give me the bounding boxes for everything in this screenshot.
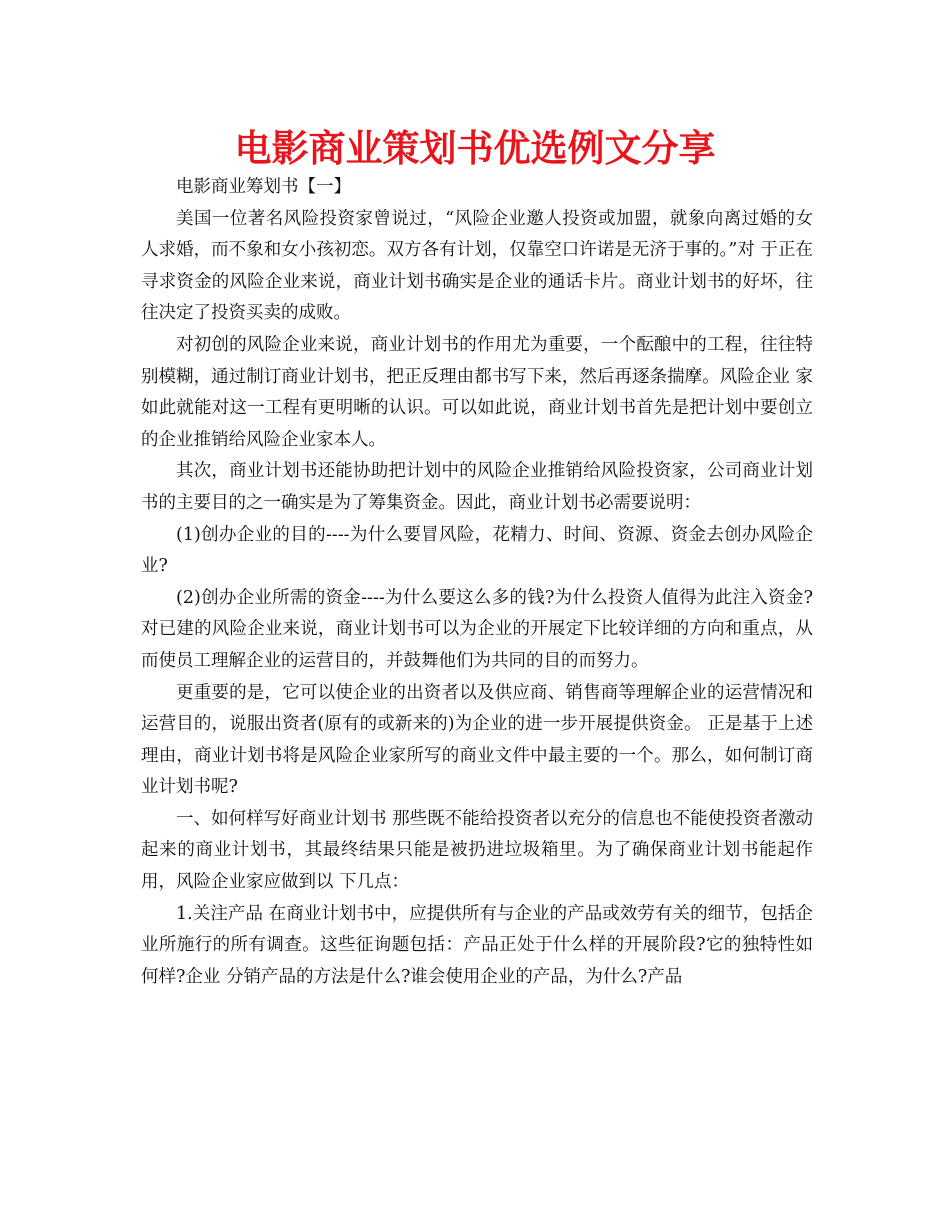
document-body	[141, 172, 813, 993]
paragraph: 美国一位著名风险投资家曾说过，“风险企业邀人投资或加盟，就象向离过婚的女人求婚，而不象和女小孩初恋。双方各有计划，仅靠空口许诺是无济于事的。”对 于正在寻求资金的风险企业来说，商业计划书确实是企业的通话卡片。商业计划书的好坏，往往决定了投资买卖的成败。	[141, 208, 813, 324]
section-heading: 电影商业筹划书【一】	[176, 177, 351, 197]
list-item: (2)创办企业所需的资金----为什么要这么多的钱?为什么投资人值得为此注入资金? 对已建的风险企业来说，商业计划书可以为企业的开展定下比较详细的方向和重点，从而使员工理解企业的运营目的，并鼓舞他们为共同的目的而努力。	[141, 587, 813, 671]
paragraph: 其次，商业计划书还能协助把计划中的风险企业推销给风险投资家，公司商业计划书的主要目的之一确实是为了筹集资金。因此，商业计划书必需要说明：	[141, 461, 813, 513]
paragraph: 一、如何样写好商业计划书 那些既不能给投资者以充分的信息也不能使投资者激动起来的商业计划书，其最终结果只能是被扔进垃圾箱里。为了确保商业计划书能起作用，风险企业家应做到以 下几点：	[141, 808, 813, 893]
paragraph: 更重要的是，它可以使企业的出资者以及供应商、销售商等理解企业的运营情况和运营目的，说服出资者(原有的或新来的)为企业的进一步开展提供资金。 正是基于上述理由，商业计划书将是风险企业家所写的商业文件中最主要的一个。那么，如何制订商业计划书呢?	[141, 682, 813, 798]
list-item: (1)创办企业的目的----为什么要冒风险，花精力、时间、资源、资金去创办风险企业?	[141, 524, 813, 577]
paragraph: 1.关注产品 在商业计划书中，应提供所有与企业的产品或效劳有关的细节，包括企业所施行的所有调查。这些征询题包括：产品正处于什么样的开展阶段?它的独特性如何样?企业 分销产品的方法是什么?谁会使用企业的产品，为什么?产品	[141, 903, 813, 987]
document-title: 电影商业策划书优选例文分享	[234, 127, 716, 170]
paragraph: 对初创的风险企业来说，商业计划书的作用尤为重要，一个酝酿中的工程，往往特别模糊，通过制订商业计划书，把正反理由都书写下来，然后再逐条揣摩。风险企业 家如此就能对这一工程有更明晰的认识。可以如此说，商业计划书首先是把计划中要创立的企业推销给风险企业家本人。	[141, 334, 813, 450]
